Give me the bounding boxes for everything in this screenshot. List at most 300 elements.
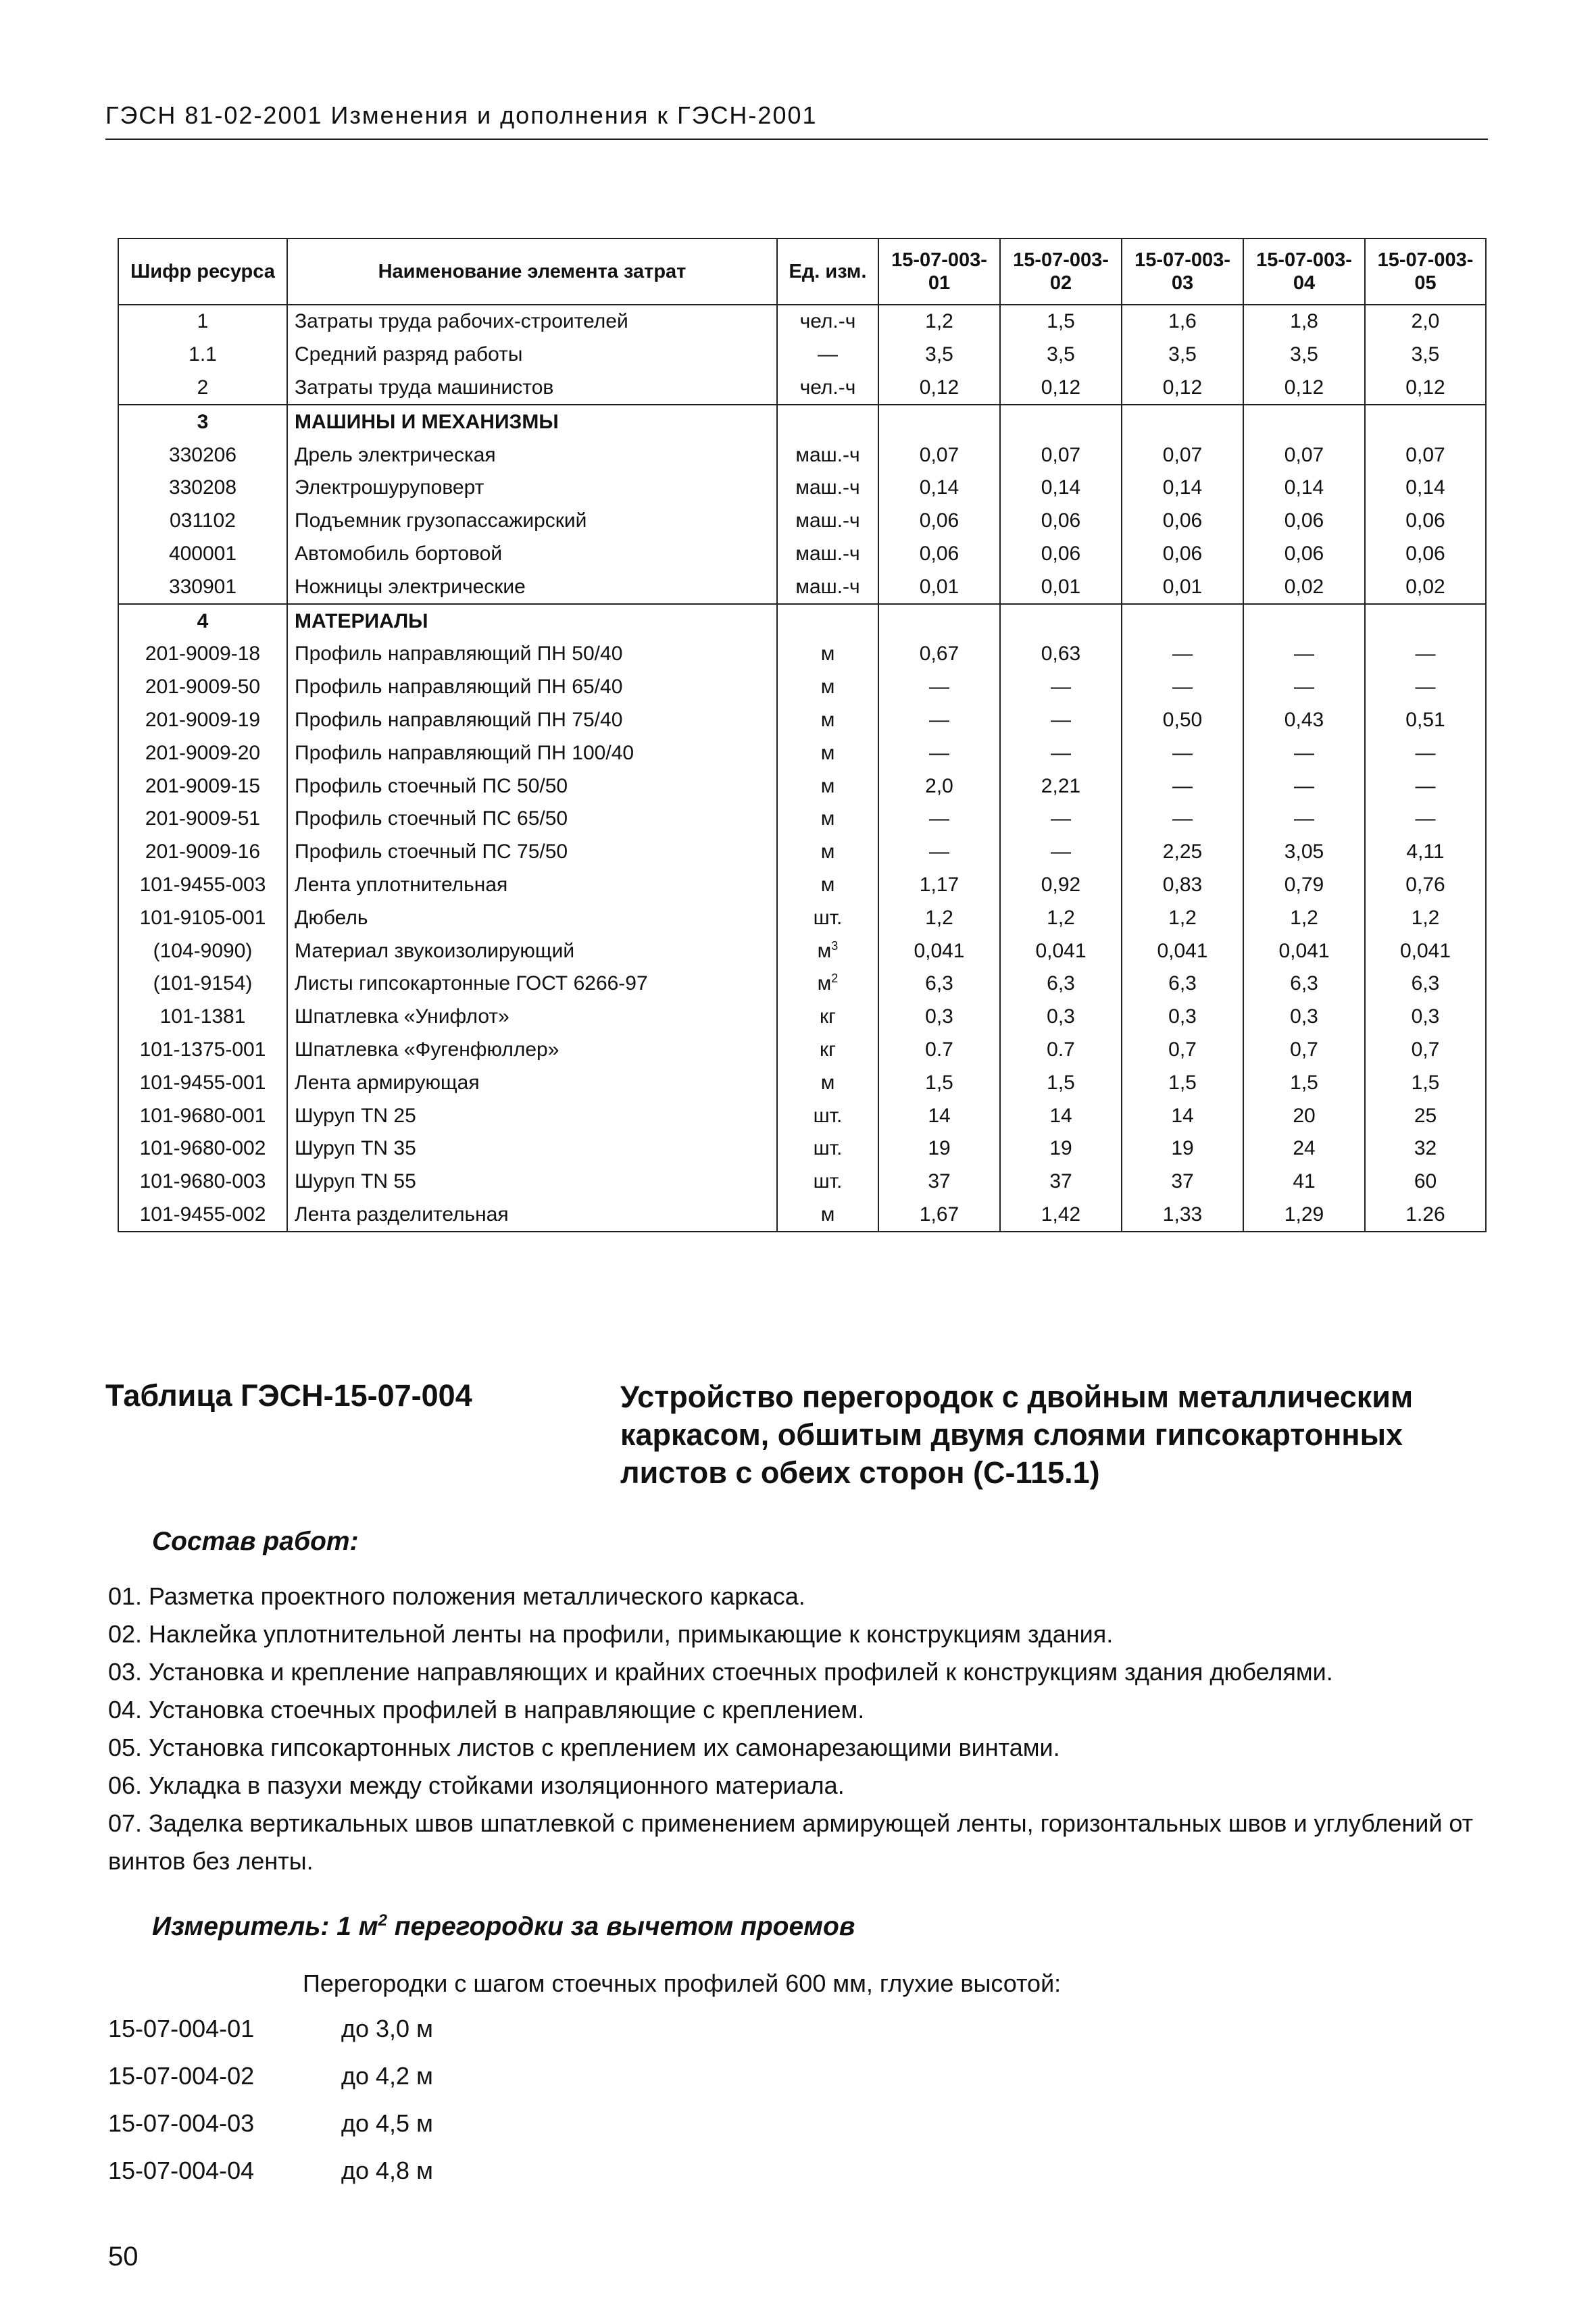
- header-unit: Ед. изм.: [777, 238, 878, 305]
- cell-value: —: [878, 671, 1000, 704]
- cell-value: 0,02: [1365, 570, 1486, 604]
- norm-code: 15-07-004-01: [108, 2015, 255, 2042]
- cell-value: —: [1000, 704, 1122, 737]
- cell-value: [1365, 604, 1486, 638]
- cell-unit: [777, 604, 878, 638]
- cell-name: Затраты труда рабочих-строителей: [287, 305, 777, 338]
- cell-value: 0,7: [1365, 1034, 1486, 1067]
- table-row: [118, 967, 1486, 1001]
- cell-code: 031102: [118, 505, 287, 538]
- cell-name: Шуруп TN 55: [287, 1165, 777, 1199]
- unit-text: кг: [819, 1005, 837, 1028]
- cell-value: 0,06: [1122, 538, 1243, 571]
- cell-name: Профиль стоечный ПС 50/50: [287, 770, 777, 803]
- cell-code: 201-9009-16: [118, 836, 287, 869]
- table-row: [118, 372, 1486, 405]
- unit-text: м: [820, 708, 835, 731]
- cell-unit: [777, 338, 878, 372]
- cell-value: 0,7: [1243, 1034, 1365, 1067]
- cell-unit: [777, 1099, 878, 1132]
- cell-value: 1,5: [1000, 305, 1122, 338]
- cell-code: 330208: [118, 472, 287, 505]
- norm-item: [108, 2152, 433, 2199]
- cell-value: 2,0: [878, 770, 1000, 803]
- cell-name: Профиль стоечный ПС 65/50: [287, 803, 777, 836]
- unit-text: м: [820, 840, 835, 863]
- cell-value: 0,06: [1122, 505, 1243, 538]
- cell-unit: [777, 1165, 878, 1199]
- cell-value: 2,25: [1122, 836, 1243, 869]
- cell-name: Подъемник грузопассажирский: [287, 505, 777, 538]
- work-step: 03. Установка и крепление направляющих и крайних стоечных профилей к конструкциям здания дюбелями.: [108, 1658, 1333, 1686]
- cell-value: 4,11: [1365, 836, 1486, 869]
- unit-text: чел.-ч: [799, 376, 856, 399]
- cell-code: 4: [118, 604, 287, 638]
- cell-value: 1,6: [1122, 305, 1243, 338]
- table-row: [118, 1001, 1486, 1034]
- table-row: [118, 472, 1486, 505]
- unit-text: шт.: [813, 906, 843, 929]
- cell-name: Средний разряд работы: [287, 338, 777, 372]
- cell-unit: [777, 1132, 878, 1165]
- cell-code: 201-9009-15: [118, 770, 287, 803]
- unit-text: м: [820, 807, 835, 830]
- cell-value: 3,5: [1122, 338, 1243, 372]
- cell-code: 201-9009-20: [118, 736, 287, 770]
- cell-value: 0,12: [1000, 372, 1122, 405]
- cell-value: 1,2: [1243, 901, 1365, 934]
- cell-name: Профиль направляющий ПН 50/40: [287, 638, 777, 671]
- table-row: [118, 803, 1486, 836]
- cell-code: 201-9009-50: [118, 671, 287, 704]
- cell-value: 0,83: [1122, 869, 1243, 902]
- cell-value: 0,07: [1000, 438, 1122, 472]
- cell-unit: [777, 671, 878, 704]
- cell-value: 0,14: [1365, 472, 1486, 505]
- table-row: [118, 704, 1486, 737]
- cell-value: 0,3: [1000, 1001, 1122, 1034]
- header-code: Шифр ресурса: [118, 238, 287, 305]
- cell-value: 20: [1243, 1099, 1365, 1132]
- cell-value: 0.7: [878, 1034, 1000, 1067]
- cell-value: 0,12: [1365, 372, 1486, 405]
- cell-value: 0,92: [1000, 869, 1122, 902]
- cell-name: Шпатлевка «Унифлот»: [287, 1001, 777, 1034]
- norm-text: до 3,0 м: [341, 2015, 433, 2042]
- cell-value: 6,3: [1243, 967, 1365, 1001]
- table-row: [118, 1165, 1486, 1199]
- header-name: Наименование элемента затрат: [287, 238, 777, 305]
- cell-name: Профиль направляющий ПН 65/40: [287, 671, 777, 704]
- cell-value: 0,14: [878, 472, 1000, 505]
- cell-value: —: [1000, 736, 1122, 770]
- cell-value: —: [1000, 671, 1122, 704]
- section-row: [118, 405, 1486, 438]
- cell-name: Профиль направляющий ПН 75/40: [287, 704, 777, 737]
- cell-code: 101-9680-001: [118, 1099, 287, 1132]
- unit-text: кг: [819, 1038, 837, 1061]
- table-row: [118, 869, 1486, 902]
- page-number: 50: [108, 2242, 139, 2271]
- cell-name: Автомобиль бортовой: [287, 538, 777, 571]
- table-row: [118, 338, 1486, 372]
- unit-text: м: [820, 676, 835, 699]
- cell-value: 19: [1122, 1132, 1243, 1165]
- cell-name: Профиль стоечный ПС 75/50: [287, 836, 777, 869]
- cell-value: —: [1122, 736, 1243, 770]
- cell-value: 0,02: [1243, 570, 1365, 604]
- cell-unit: [777, 836, 878, 869]
- unit-text: маш.-ч: [795, 509, 860, 532]
- unit-text: м: [820, 1203, 835, 1226]
- cell-code: 201-9009-19: [118, 704, 287, 737]
- cell-value: —: [1243, 803, 1365, 836]
- cell-value: —: [1365, 736, 1486, 770]
- cell-value: 14: [1000, 1099, 1122, 1132]
- cell-value: 3,05: [1243, 836, 1365, 869]
- cell-unit: [777, 803, 878, 836]
- cell-value: 0,07: [1365, 438, 1486, 472]
- unit-text: маш.-ч: [795, 542, 860, 565]
- cell-value: 24: [1243, 1132, 1365, 1165]
- cell-unit: [777, 538, 878, 571]
- unit-text: маш.-ч: [795, 476, 860, 499]
- cell-code: 101-9455-001: [118, 1066, 287, 1099]
- cell-name: Профиль направляющий ПН 100/40: [287, 736, 777, 770]
- cell-name: Шпатлевка «Фугенфюллер»: [287, 1034, 777, 1067]
- cell-value: 3,5: [1243, 338, 1365, 372]
- norm-items: [108, 2010, 433, 2199]
- cell-value: 2,0: [1365, 305, 1486, 338]
- table-row: [118, 671, 1486, 704]
- cell-name: Дрель электрическая: [287, 438, 777, 472]
- cell-value: 1,17: [878, 869, 1000, 902]
- table-title: Устройство перегородок с двойным металлическим каркасом, обшитым двумя слоями гипсокартонных листов с обеих сторон (С-115.1): [620, 1380, 1414, 1490]
- norm-code: 15-07-004-02: [108, 2062, 255, 2090]
- cell-value: 0,06: [1000, 538, 1122, 571]
- cell-value: 1,2: [1000, 901, 1122, 934]
- norm-text: до 4,5 м: [341, 2109, 433, 2137]
- cell-value: [1122, 604, 1243, 638]
- cell-value: 19: [878, 1132, 1000, 1165]
- table-row: [118, 1132, 1486, 1165]
- cell-value: —: [1122, 803, 1243, 836]
- unit-text: м: [820, 643, 835, 665]
- cell-value: 0,43: [1243, 704, 1365, 737]
- resource-table: [118, 238, 1487, 1232]
- table-row: [118, 1034, 1486, 1067]
- cell-unit: [777, 638, 878, 671]
- page-header: ГЭСН 81-02-2001 Изменения и дополнения к ГЭСН-2001: [105, 101, 818, 129]
- cell-value: 0,07: [878, 438, 1000, 472]
- cell-value: 0,12: [1243, 372, 1365, 405]
- cell-value: 0,3: [1243, 1001, 1365, 1034]
- cell-code: 101-9455-003: [118, 869, 287, 902]
- cell-unit: [777, 736, 878, 770]
- cell-value: 1.26: [1365, 1199, 1486, 1232]
- cell-unit: [777, 869, 878, 902]
- table-row: [118, 1199, 1486, 1232]
- cell-value: 0,041: [878, 934, 1000, 967]
- cell-value: 0,06: [1243, 505, 1365, 538]
- cell-value: 1,2: [878, 901, 1000, 934]
- cell-value: [878, 604, 1000, 638]
- cell-code: 101-9680-003: [118, 1165, 287, 1199]
- cell-name: Шуруп TN 35: [287, 1132, 777, 1165]
- header-col-4: 15-07-003-04: [1243, 238, 1365, 305]
- cell-value: [1122, 405, 1243, 438]
- norm-text: до 4,8 м: [341, 2157, 433, 2184]
- cell-value: —: [1000, 836, 1122, 869]
- cell-unit: [777, 372, 878, 405]
- cell-code: 2: [118, 372, 287, 405]
- cell-unit: [777, 305, 878, 338]
- unit-text: м: [820, 741, 835, 764]
- cell-value: 3,5: [1000, 338, 1122, 372]
- cell-value: 1,8: [1243, 305, 1365, 338]
- norm-code: 15-07-004-04: [108, 2157, 255, 2184]
- cell-code: 101-1381: [118, 1001, 287, 1034]
- cell-name: Затраты труда машинистов: [287, 372, 777, 405]
- table-row: [118, 901, 1486, 934]
- cell-value: 41: [1243, 1165, 1365, 1199]
- work-step: 04. Установка стоечных профилей в направляющие с креплением.: [108, 1696, 865, 1724]
- cell-value: —: [1243, 638, 1365, 671]
- work-step: 06. Укладка в пазухи между стойками изоляционного материала.: [108, 1771, 845, 1799]
- cell-value: 14: [878, 1099, 1000, 1132]
- cell-value: 0,63: [1000, 638, 1122, 671]
- work-steps-list: [108, 1578, 1487, 1880]
- cell-value: [1365, 405, 1486, 438]
- cell-code: (104-9090): [118, 934, 287, 967]
- cell-name: Лента уплотнительная: [287, 869, 777, 902]
- cell-value: 0,041: [1000, 934, 1122, 967]
- cell-value: —: [1243, 770, 1365, 803]
- cell-name: Шуруп TN 25: [287, 1099, 777, 1132]
- cell-value: 37: [1122, 1165, 1243, 1199]
- cell-value: 0,12: [1122, 372, 1243, 405]
- table-row: [118, 1099, 1486, 1132]
- table-row: [118, 736, 1486, 770]
- cell-unit: [777, 901, 878, 934]
- header-col-2: 15-07-003-02: [1000, 238, 1122, 305]
- unit-text: —: [818, 343, 838, 366]
- cell-code: 101-9455-002: [118, 1199, 287, 1232]
- cell-unit: [777, 934, 878, 967]
- cell-value: 6,3: [1000, 967, 1122, 1001]
- table-row: [118, 538, 1486, 571]
- cell-unit: [777, 505, 878, 538]
- cell-value: 0,06: [1243, 538, 1365, 571]
- unit-text: м: [820, 774, 835, 797]
- cell-value: 0,06: [1365, 538, 1486, 571]
- cell-code: (101-9154): [118, 967, 287, 1001]
- cell-value: 0,79: [1243, 869, 1365, 902]
- cell-value: 25: [1365, 1099, 1486, 1132]
- cell-code: 201-9009-51: [118, 803, 287, 836]
- cell-unit: [777, 770, 878, 803]
- cell-unit: [777, 967, 878, 1001]
- cell-value: 0,06: [1000, 505, 1122, 538]
- cell-value: —: [1000, 803, 1122, 836]
- composition-heading: Состав работ:: [152, 1527, 359, 1556]
- cell-value: 1,2: [1122, 901, 1243, 934]
- cell-value: 3,5: [1365, 338, 1486, 372]
- table-row: [118, 934, 1486, 967]
- cell-code: 101-9680-002: [118, 1132, 287, 1165]
- table-row: [118, 1066, 1486, 1099]
- cell-value: 1,5: [878, 1066, 1000, 1099]
- cell-value: —: [1122, 671, 1243, 704]
- cell-name: Дюбель: [287, 901, 777, 934]
- cell-value: 0,041: [1365, 934, 1486, 967]
- cell-unit: [777, 1034, 878, 1067]
- cell-unit: [777, 405, 878, 438]
- table-header: [118, 238, 1486, 305]
- cell-value: 1,29: [1243, 1199, 1365, 1232]
- cell-code: 101-1375-001: [118, 1034, 287, 1067]
- cell-value: —: [1243, 671, 1365, 704]
- meter-suffix: перегородки за вычетом проемов: [386, 1912, 855, 1941]
- cell-value: [878, 405, 1000, 438]
- cell-value: 0,3: [878, 1001, 1000, 1034]
- cell-value: —: [1365, 671, 1486, 704]
- norm-text: до 4,2 м: [341, 2062, 433, 2090]
- cell-value: 60: [1365, 1165, 1486, 1199]
- cell-value: 37: [878, 1165, 1000, 1199]
- cell-code: 330901: [118, 570, 287, 604]
- cell-value: 0,51: [1365, 704, 1486, 737]
- header-col-1: 15-07-003-01: [878, 238, 1000, 305]
- cell-value: 0,76: [1365, 869, 1486, 902]
- cell-value: 0,12: [878, 372, 1000, 405]
- cell-value: —: [878, 704, 1000, 737]
- cell-value: 0,67: [878, 638, 1000, 671]
- cell-name: Материал звукоизолирующий: [287, 934, 777, 967]
- cell-name: Лента разделительная: [287, 1199, 777, 1232]
- cell-value: 6,3: [878, 967, 1000, 1001]
- cell-value: 0,06: [878, 505, 1000, 538]
- cell-value: 1,5: [1365, 1066, 1486, 1099]
- cell-code: 400001: [118, 538, 287, 571]
- unit-text: шт.: [813, 1137, 843, 1160]
- cell-value: 1,5: [1243, 1066, 1365, 1099]
- table-row: [118, 836, 1486, 869]
- cell-value: 0,041: [1243, 934, 1365, 967]
- cell-value: 0,3: [1122, 1001, 1243, 1034]
- cell-value: 0.7: [1000, 1034, 1122, 1067]
- cell-code: 330206: [118, 438, 287, 472]
- cell-value: 0,14: [1122, 472, 1243, 505]
- cell-value: 0,3: [1365, 1001, 1486, 1034]
- cell-value: 0,7: [1122, 1034, 1243, 1067]
- cell-value: 3,5: [878, 338, 1000, 372]
- table-row: [118, 770, 1486, 803]
- cell-value: 1,5: [1000, 1066, 1122, 1099]
- cell-value: 0,50: [1122, 704, 1243, 737]
- cell-name: МАШИНЫ И МЕХАНИЗМЫ: [287, 405, 777, 438]
- cell-value: —: [1122, 638, 1243, 671]
- cell-value: —: [1365, 770, 1486, 803]
- cell-value: 0,14: [1000, 472, 1122, 505]
- unit-superscript: 2: [831, 972, 839, 986]
- unit-text: чел.-ч: [799, 310, 856, 333]
- norm-item: [108, 2057, 433, 2105]
- cell-code: 1: [118, 305, 287, 338]
- cell-value: —: [1365, 803, 1486, 836]
- cell-unit: [777, 472, 878, 505]
- cell-unit: [777, 570, 878, 604]
- cell-code: 101-9105-001: [118, 901, 287, 934]
- cell-value: [1000, 405, 1122, 438]
- cell-value: —: [1122, 770, 1243, 803]
- cell-value: 0,01: [1000, 570, 1122, 604]
- norm-item: [108, 2105, 433, 2152]
- subheading: Перегородки с шагом стоечных профилей 600 мм, глухие высотой:: [303, 1969, 1062, 1997]
- cell-value: 0,041: [1122, 934, 1243, 967]
- unit-superscript: 3: [831, 938, 839, 953]
- cell-value: 0,01: [878, 570, 1000, 604]
- meter-line: [152, 1912, 855, 1942]
- cell-value: 1,5: [1122, 1066, 1243, 1099]
- cell-value: [1000, 604, 1122, 638]
- cell-value: 1,42: [1000, 1199, 1122, 1232]
- cell-unit: [777, 1066, 878, 1099]
- cell-value: 1,67: [878, 1199, 1000, 1232]
- cell-value: 1,2: [878, 305, 1000, 338]
- cell-value: 37: [1000, 1165, 1122, 1199]
- work-step: 05. Установка гипсокартонных листов с креплением их самонарезающими винтами.: [108, 1734, 1060, 1761]
- norm-item: [108, 2010, 433, 2057]
- header-col-3: 15-07-003-03: [1122, 238, 1243, 305]
- cell-value: 6,3: [1122, 967, 1243, 1001]
- table-label: Таблица ГЭСН-15-07-004: [105, 1378, 472, 1413]
- table-row: [118, 570, 1486, 604]
- cell-code: 3: [118, 405, 287, 438]
- cell-value: 2,21: [1000, 770, 1122, 803]
- cell-value: 1,2: [1365, 901, 1486, 934]
- cell-value: 0,01: [1122, 570, 1243, 604]
- meter-sup: 2: [378, 1911, 387, 1930]
- work-step: 02. Наклейка уплотнительной ленты на профили, примыкающие к конструкциям здания.: [108, 1620, 1114, 1648]
- cell-value: —: [1243, 736, 1365, 770]
- cell-value: 0,06: [1365, 505, 1486, 538]
- cell-value: [1243, 604, 1365, 638]
- cell-unit: [777, 1199, 878, 1232]
- cell-code: 201-9009-18: [118, 638, 287, 671]
- cell-value: 32: [1365, 1132, 1486, 1165]
- section-row: [118, 604, 1486, 638]
- cell-name: Лента армирующая: [287, 1066, 777, 1099]
- cell-name: Ножницы электрические: [287, 570, 777, 604]
- cell-value: 0,07: [1243, 438, 1365, 472]
- header-col-5: 15-07-003-05: [1365, 238, 1486, 305]
- cell-value: 0,07: [1122, 438, 1243, 472]
- table-row: [118, 638, 1486, 671]
- unit-text: маш.-ч: [795, 575, 860, 598]
- cell-unit: [777, 704, 878, 737]
- table-row: [118, 305, 1486, 338]
- cell-value: 19: [1000, 1132, 1122, 1165]
- cell-value: 14: [1122, 1099, 1243, 1132]
- cell-name: Электрошуруповерт: [287, 472, 777, 505]
- cell-code: 1.1: [118, 338, 287, 372]
- table-body: [118, 305, 1486, 1232]
- cell-name: Листы гипсокартонные ГОСТ 6266-97: [287, 967, 777, 1001]
- unit-text: шт.: [813, 1104, 843, 1127]
- header-rule: [105, 139, 1488, 140]
- cell-name: МАТЕРИАЛЫ: [287, 604, 777, 638]
